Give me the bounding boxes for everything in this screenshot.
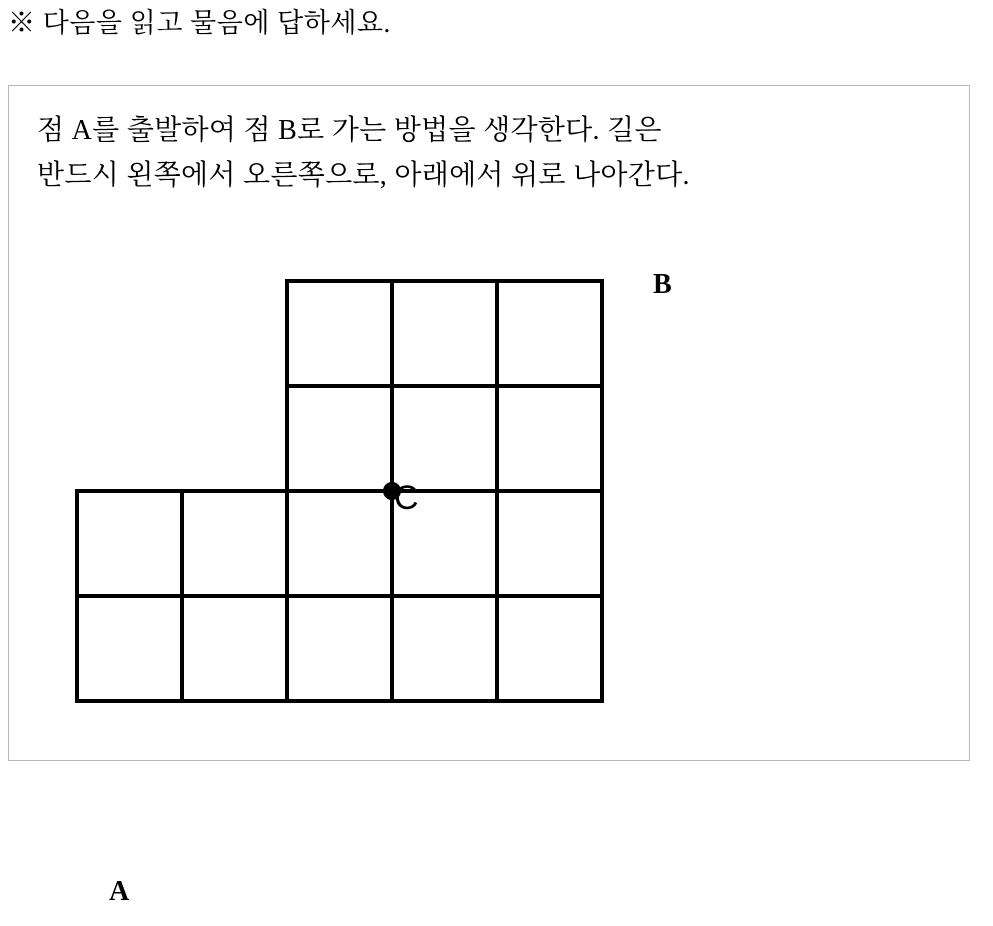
grid-lines (77, 281, 602, 701)
lattice-grid-figure (57, 261, 697, 926)
point-a-label: A (109, 876, 130, 907)
problem-box (8, 85, 970, 907)
figure-container (9, 261, 969, 907)
problem-statement-line-2: 반드시 왼쪽에서 오른쪽으로, 아래에서 위로 나아간다. (37, 160, 690, 192)
problem-statement-line-1: 점 A를 출발하여 점 B로 가는 방법을 생각한다. 길은 (37, 115, 662, 146)
point-c-label: C (394, 479, 419, 517)
lattice-grid-svg (57, 261, 697, 921)
instruction-line: ※ 다음을 읽고 물음에 답하세요. (8, 8, 391, 38)
problem-statement (37, 108, 937, 199)
point-b-label: B (653, 269, 672, 300)
